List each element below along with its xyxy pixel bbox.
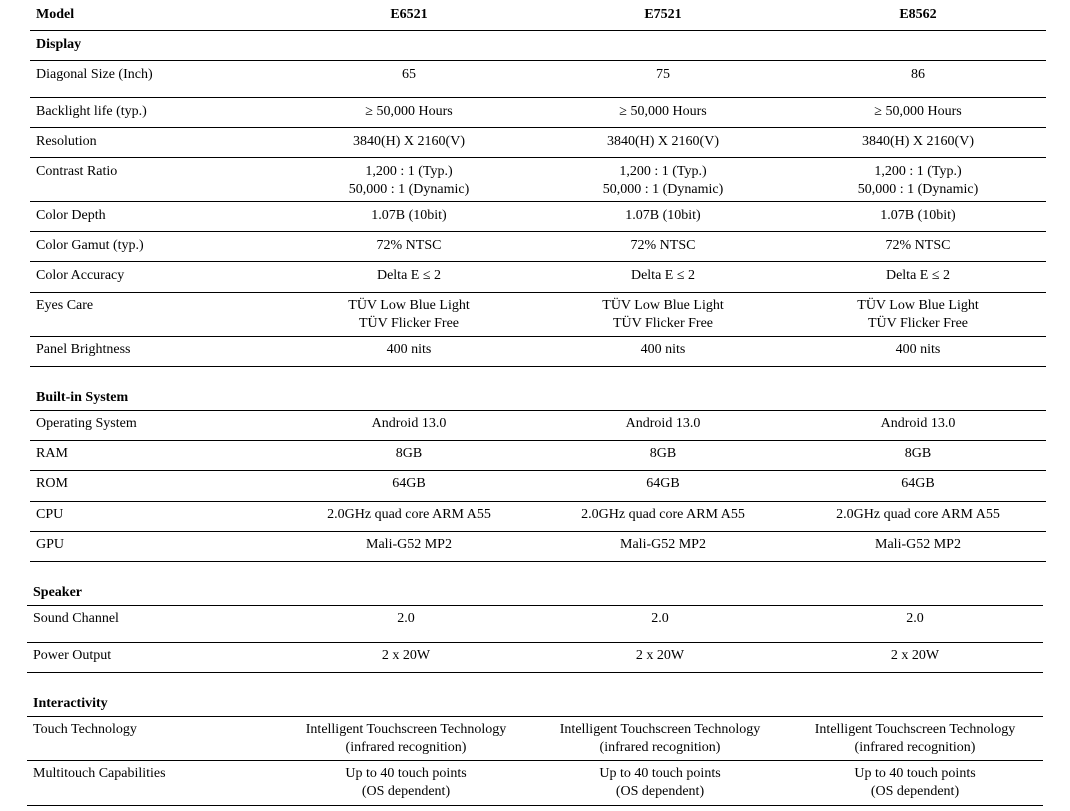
spec-value: 1.07B (10bit) (625, 208, 701, 223)
spec-value-line: Up to 40 touch points (854, 766, 976, 781)
spec-row (30, 502, 1046, 532)
spec-value-line: TÜV Low Blue Light (602, 298, 724, 313)
spec-value: Android 13.0 (625, 416, 701, 431)
section-built-in-system (30, 367, 1046, 411)
spec-value-line: 1,200 : 1 (Typ.) (874, 164, 962, 179)
spec-row (30, 471, 1046, 502)
spec-label: Operating System (36, 416, 137, 431)
spec-value: ≥ 50,000 Hours (365, 104, 453, 119)
spec-value-line: Intelligent Touchscreen Technology (814, 722, 1016, 737)
spec-label: Color Accuracy (36, 268, 125, 283)
spec-row (30, 128, 1046, 158)
spec-value: 2.0GHz quad core ARM A55 (836, 507, 1000, 522)
spec-value-line: 50,000 : 1 (Dynamic) (348, 182, 470, 197)
spec-value-line: (OS dependent) (361, 784, 451, 799)
spec-row (30, 532, 1046, 562)
spec-row (30, 158, 1046, 202)
spec-value: Delta E ≤ 2 (885, 268, 951, 283)
spec-value: 2.0 (651, 611, 669, 626)
spec-value: Mali-G52 MP2 (620, 537, 706, 552)
spec-row (30, 232, 1046, 262)
spec-label: Sound Channel (33, 611, 119, 626)
spec-label: Resolution (36, 134, 97, 149)
spec-label: Diagonal Size (Inch) (36, 67, 153, 82)
model-name: E7521 (644, 7, 682, 22)
spec-value: 2.0 (397, 611, 415, 626)
section-title: Interactivity (33, 696, 108, 711)
model-name: E8562 (899, 7, 937, 22)
section-display (30, 31, 1046, 61)
spec-row (30, 293, 1046, 337)
spec-value: Mali-G52 MP2 (875, 537, 961, 552)
spec-label: Power Output (33, 648, 112, 663)
spec-value-line: (OS dependent) (870, 784, 960, 799)
spec-value: 65 (402, 67, 416, 82)
spec-value-line: Intelligent Touchscreen Technology (559, 722, 761, 737)
spec-label: Color Depth (36, 208, 106, 223)
spec-row (27, 717, 1043, 761)
spec-value: 1.07B (10bit) (880, 208, 956, 223)
spec-value-line: 50,000 : 1 (Dynamic) (857, 182, 979, 197)
spec-value: 2 x 20W (635, 648, 685, 663)
spec-value (533, 765, 787, 801)
spec-value (788, 721, 1042, 757)
spec-label: Touch Technology (33, 722, 137, 737)
spec-row (30, 441, 1046, 471)
spec-value: ≥ 50,000 Hours (874, 104, 962, 119)
spec-value: 2.0 (906, 611, 924, 626)
section-title: Display (36, 37, 82, 52)
spec-value: 3840(H) X 2160(V) (353, 134, 465, 149)
spec-value (279, 765, 533, 801)
spec-value: 3840(H) X 2160(V) (607, 134, 719, 149)
spec-label: RAM (36, 446, 68, 461)
spec-value (791, 163, 1045, 199)
spec-row (30, 98, 1046, 128)
spec-value: 75 (656, 67, 670, 82)
spec-value (282, 163, 536, 199)
spec-label: Multitouch Capabilities (33, 766, 166, 781)
spec-value: 1.07B (10bit) (371, 208, 447, 223)
spec-value: 400 nits (895, 342, 941, 357)
spec-value: 2.0GHz quad core ARM A55 (327, 507, 491, 522)
spec-value: Delta E ≤ 2 (630, 268, 696, 283)
spec-value: 72% NTSC (630, 238, 696, 253)
spec-row (30, 337, 1046, 367)
spec-value: Android 13.0 (880, 416, 956, 431)
spec-label: Backlight life (typ.) (36, 104, 147, 119)
spec-value: 64GB (392, 476, 426, 491)
spec-value-line: (infrared recognition) (854, 740, 976, 755)
spec-value: 2 x 20W (381, 648, 431, 663)
spec-row (30, 61, 1046, 98)
spec-value: 8GB (649, 446, 677, 461)
spec-row (27, 606, 1043, 643)
spec-row (27, 761, 1043, 806)
spec-value-line: TÜV Low Blue Light (857, 298, 979, 313)
spec-value-line: (infrared recognition) (599, 740, 721, 755)
spec-value: 8GB (904, 446, 932, 461)
spec-value-line: Up to 40 touch points (345, 766, 467, 781)
spec-value-line: Intelligent Touchscreen Technology (305, 722, 507, 737)
spec-value (536, 163, 790, 199)
spec-value-line: 1,200 : 1 (Typ.) (365, 164, 453, 179)
spec-value-line: TÜV Flicker Free (358, 316, 460, 331)
section-title: Speaker (33, 585, 82, 600)
spec-value: 2 x 20W (890, 648, 940, 663)
spec-value: 72% NTSC (376, 238, 442, 253)
spec-value-line: TÜV Flicker Free (867, 316, 969, 331)
spec-value: 64GB (646, 476, 680, 491)
spec-value (282, 297, 536, 333)
spec-value: Mali-G52 MP2 (366, 537, 452, 552)
spec-label: Panel Brightness (36, 342, 131, 357)
spec-value (533, 721, 787, 757)
spec-value: 64GB (901, 476, 935, 491)
spec-value: 86 (911, 67, 925, 82)
section-speaker (27, 562, 1043, 606)
spec-row (30, 202, 1046, 232)
section-interactivity (27, 673, 1043, 717)
spec-row (27, 643, 1043, 673)
model-header: Model (36, 7, 75, 22)
spec-label: Eyes Care (36, 298, 94, 313)
spec-row (30, 262, 1046, 293)
spec-value: 8GB (395, 446, 423, 461)
spec-value: 2.0GHz quad core ARM A55 (581, 507, 745, 522)
spec-label: Contrast Ratio (36, 164, 118, 179)
spec-value: 3840(H) X 2160(V) (862, 134, 974, 149)
spec-value-line: TÜV Flicker Free (612, 316, 714, 331)
section-title: Built-in System (36, 390, 129, 405)
model-name: E6521 (390, 7, 428, 22)
spec-value: Delta E ≤ 2 (376, 268, 442, 283)
spec-value (791, 297, 1045, 333)
spec-value-line: Up to 40 touch points (599, 766, 721, 781)
spec-value: 72% NTSC (885, 238, 951, 253)
spec-value: Android 13.0 (371, 416, 447, 431)
header-row (30, 0, 1046, 31)
spec-value-line: TÜV Low Blue Light (348, 298, 470, 313)
spec-label: Color Gamut (typ.) (36, 238, 144, 253)
spec-value-line: 1,200 : 1 (Typ.) (619, 164, 707, 179)
spec-value-line: (infrared recognition) (345, 740, 467, 755)
spec-value (279, 721, 533, 757)
spec-value: 400 nits (640, 342, 686, 357)
spec-value-line: 50,000 : 1 (Dynamic) (602, 182, 724, 197)
spec-value: ≥ 50,000 Hours (619, 104, 707, 119)
spec-value: 400 nits (386, 342, 432, 357)
spec-label: GPU (36, 537, 65, 552)
spec-value-line: (OS dependent) (615, 784, 705, 799)
spec-value (788, 765, 1042, 801)
spec-label: ROM (36, 476, 68, 491)
spec-label: CPU (36, 507, 64, 522)
spec-row (30, 411, 1046, 441)
spec-value (536, 297, 790, 333)
